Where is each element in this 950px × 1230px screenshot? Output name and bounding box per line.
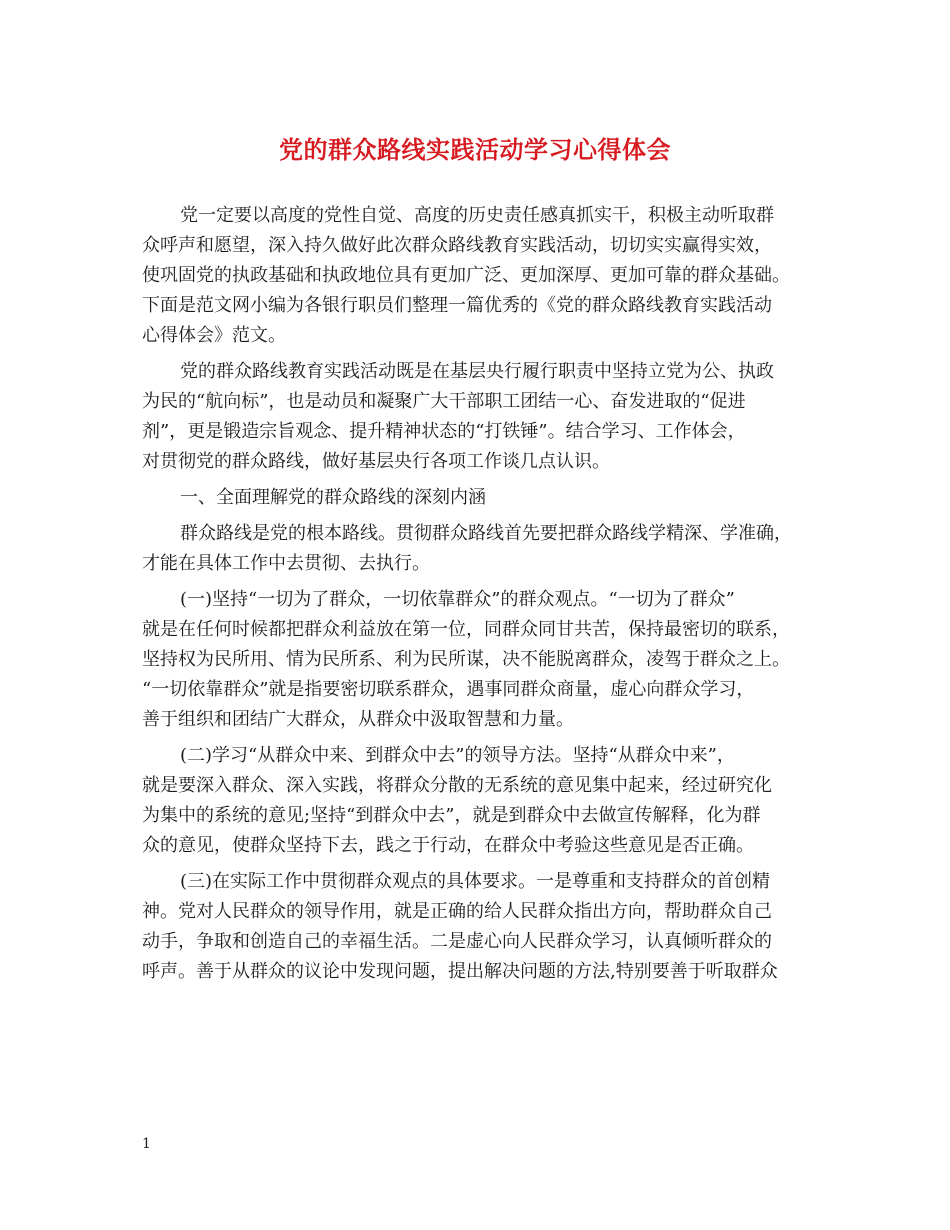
paragraph-line: 神。党对人民群众的领导作用，就是正确的给人民群众指出方向，帮助群众自己 (142, 901, 772, 922)
paragraph-line: (三)在实际工作中贯彻群众观点的具体要求。一是尊重和支持群众的首创精 (180, 871, 771, 892)
paragraph-line: 坚持权为民所用、情为民所系、利为民所谋，决不能脱离群众，凌驾于群众之上。 (142, 649, 790, 670)
paragraph-line: 为集中的系统的意见;坚持“到群众中去”，就是到群众中去做宣传解释，化为群 (142, 805, 761, 826)
paragraph-line: 对贯彻党的群众路线，做好基层央行各项工作谈几点认识。 (142, 451, 610, 472)
paragraph-line: 就是在任何时候都把群众利益放在第一位，同群众同甘共苦，保持最密切的联系， (142, 619, 790, 640)
paragraph-line: 就是要深入群众、深入实践，将群众分散的无系统的意见集中起来，经过研究化 (142, 775, 772, 796)
paragraph-line: 才能在具体工作中去贯彻、去执行。 (142, 553, 430, 574)
paragraph-line: 众呼声和愿望，深入持久做好此次群众路线教育实践活动，切切实实赢得实效， (142, 235, 772, 256)
document-body (142, 201, 812, 993)
paragraph (142, 741, 812, 861)
paragraph-line: 使巩固党的执政基础和执政地位具有更加广泛、更加深厚、更加可靠的群众基础。 (142, 265, 790, 286)
page-number: 1 (142, 1136, 151, 1152)
paragraph-line: 动手，争取和创造自己的幸福生活。二是虚心向人民群众学习，认真倾听群众的 (142, 931, 772, 952)
paragraph-line: 群众路线是党的根本路线。贯彻群众路线首先要把群众路线学精深、学准确， (180, 523, 792, 544)
paragraph (142, 483, 812, 513)
paragraph-line: 下面是范文网小编为各银行职员们整理一篇优秀的《党的群众路线教育实践活动 (142, 295, 772, 316)
paragraph-line: 为民的“航向标”，也是动员和凝聚广大干部职工团结一心、奋发进取的“促进 (142, 391, 746, 412)
paragraph (142, 519, 812, 579)
paragraph-line: (二)学习“从群众中来、到群众中去”的领导方法。坚持“从群众中来”， (180, 745, 735, 766)
paragraph (142, 585, 812, 735)
paragraph-line: 党一定要以高度的党性自觉、高度的历史责任感真抓实干，积极主动听取群 (180, 205, 774, 226)
paragraph-line: 善于组织和团结广大群众，从群众中汲取智慧和力量。 (142, 709, 574, 730)
paragraph-line: 心得体会》范文。 (142, 325, 286, 346)
paragraph (142, 201, 812, 351)
paragraph-line: (一)坚持“一切为了群众，一切依靠群众”的群众观点。“一切为了群众” (180, 589, 735, 610)
paragraph-line: “一切依靠群众”就是指要密切联系群众，遇事同群众商量，虚心向群众学习， (142, 679, 755, 700)
paragraph-line: 呼声。善于从群众的议论中发现问题，提出解决问题的方法,特别要善于听取群众 (142, 961, 778, 982)
paragraph-line: 一、全面理解党的群众路线的深刻内涵 (180, 487, 486, 508)
paragraph-line: 剂”，更是锻造宗旨观念、提升精神状态的“打铁锤”。结合学习、工作体会， (142, 421, 746, 442)
paragraph-line: 众的意见，使群众坚持下去，践之于行动，在群众中考验这些意见是否正确。 (142, 835, 754, 856)
paragraph (142, 357, 812, 477)
paragraph-line: 党的群众路线教育实践活动既是在基层央行履行职责中坚持立党为公、执政 (180, 361, 774, 382)
paragraph (142, 867, 812, 987)
document-title: 党的群众路线实践活动学习心得体会 (279, 135, 671, 164)
